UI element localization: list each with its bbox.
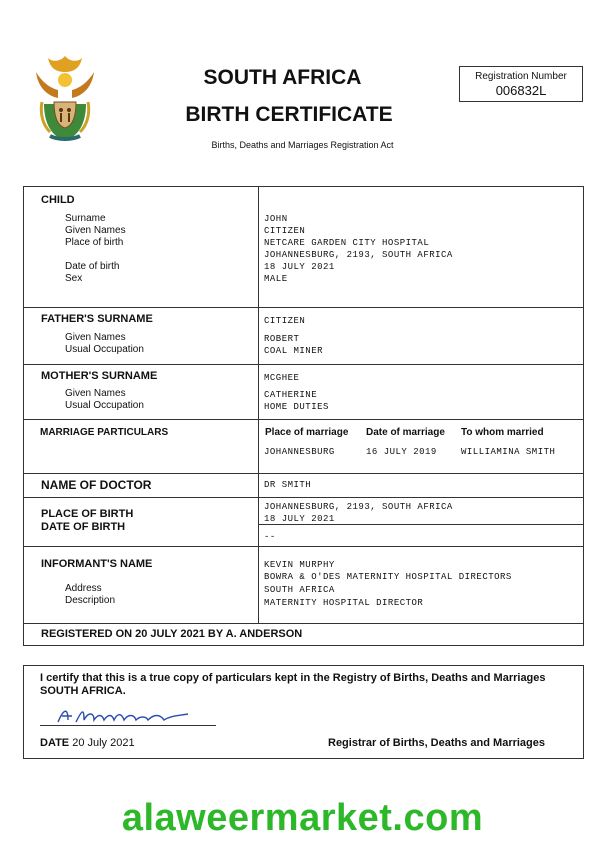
child-place-of-birth: NETCARE GARDEN CITY HOSPITAL (264, 238, 430, 248)
sex-label: Sex (65, 273, 83, 284)
father-heading: FATHER'S SURNAME (41, 313, 153, 325)
mother-surname: MCGHEE (264, 373, 300, 383)
registered-line: REGISTERED ON 20 JULY 2021 BY A. ANDERSON (41, 628, 303, 640)
father-surname: CITIZEN (264, 316, 306, 326)
doctor-name: DR SMITH (264, 480, 312, 490)
mother-given-label: Given Names (65, 388, 126, 399)
date-of-birth-label: Date of birth (65, 261, 120, 272)
mother-heading: MOTHER'S SURNAME (41, 370, 158, 382)
father-given-names: ROBERT (264, 334, 300, 344)
father-occupation-label: Usual Occupation (65, 344, 144, 355)
certification-date (40, 737, 135, 749)
informant-address: BOWRA & O'DES MATERNITY HOSPITAL DIRECTORS (264, 572, 512, 582)
document-title: BIRTH CERTIFICATE (185, 103, 393, 126)
child-heading: CHILD (41, 194, 75, 206)
child-place-of-birth-city: JOHANNESBURG, 2193, SOUTH AFRICA (264, 250, 453, 260)
informant-description: MATERNITY HOSPITAL DIRECTOR (264, 598, 424, 608)
act-subtitle: Births, Deaths and Marriages Registration Act (211, 140, 394, 150)
marriage-spouse: WILLIAMINA SMITH (461, 447, 556, 457)
mother-given-names: CATHERINE (264, 390, 318, 400)
address-label: Address (65, 583, 102, 594)
doctor-heading: NAME OF DOCTOR (41, 478, 152, 492)
marriage-place-header: Place of marriage (265, 427, 349, 438)
row-divider (24, 307, 583, 308)
marriage-whom-header: To whom married (461, 427, 544, 438)
marriage-date: 16 JULY 2019 (366, 447, 437, 457)
marriage-heading: MARRIAGE PARTICULARS (40, 427, 169, 438)
registration-number-label: Registration Number (475, 71, 567, 82)
row-divider (24, 623, 583, 624)
details-table (23, 186, 584, 646)
registration-number-value: 006832L (495, 83, 547, 98)
registration-number-box (459, 66, 583, 102)
father-given-label: Given Names (65, 332, 126, 343)
certification-box (23, 665, 584, 759)
description-label: Description (65, 595, 116, 606)
row-divider (24, 364, 583, 365)
informant-heading: INFORMANT'S NAME (41, 558, 153, 570)
child-surname: JOHN (264, 214, 288, 224)
child-sex: MALE (264, 274, 288, 284)
marriage-place: JOHANNESBURG (264, 447, 335, 457)
surname-label: Surname (65, 213, 106, 224)
date-of-birth-heading: DATE OF BIRTH (41, 521, 126, 533)
registrar-title: Registrar of Births, Deaths and Marriages (328, 737, 546, 749)
place-of-birth-label: Place of birth (65, 237, 124, 248)
birth-place: JOHANNESBURG, 2193, SOUTH AFRICA (264, 502, 453, 512)
place-of-birth-heading: PLACE OF BIRTH (41, 508, 134, 520)
row-divider (24, 473, 583, 474)
child-given-names: CITIZEN (264, 226, 306, 236)
row-divider (24, 546, 583, 547)
certification-text: I certify that this is a true copy of particulars kept in the Registry of Births, Deaths and Marriages SOUTH AFRICA. (40, 672, 546, 697)
informant-name: KEVIN MURPHY (264, 560, 335, 570)
date-label: DATE (40, 737, 70, 749)
signature-line (40, 725, 216, 726)
informant-country: SOUTH AFRICA (264, 585, 335, 595)
watermark-text: alaweermarket.com (121, 797, 484, 839)
row-divider (24, 419, 583, 420)
row-divider (24, 497, 583, 498)
father-occupation: COAL MINER (264, 346, 324, 356)
birth-extra: -- (264, 532, 276, 542)
given-names-label: Given Names (65, 225, 126, 236)
country-title: SOUTH AFRICA (203, 66, 362, 89)
birth-date: 18 JULY 2021 (264, 514, 335, 524)
mother-occupation: HOME DUTIES (264, 402, 329, 412)
date-value: 20 July 2021 (72, 737, 135, 749)
marriage-date-header: Date of marriage (366, 427, 445, 438)
column-divider (258, 187, 259, 623)
mother-occupation-label: Usual Occupation (65, 400, 144, 411)
child-date-of-birth: 18 JULY 2021 (264, 262, 335, 272)
